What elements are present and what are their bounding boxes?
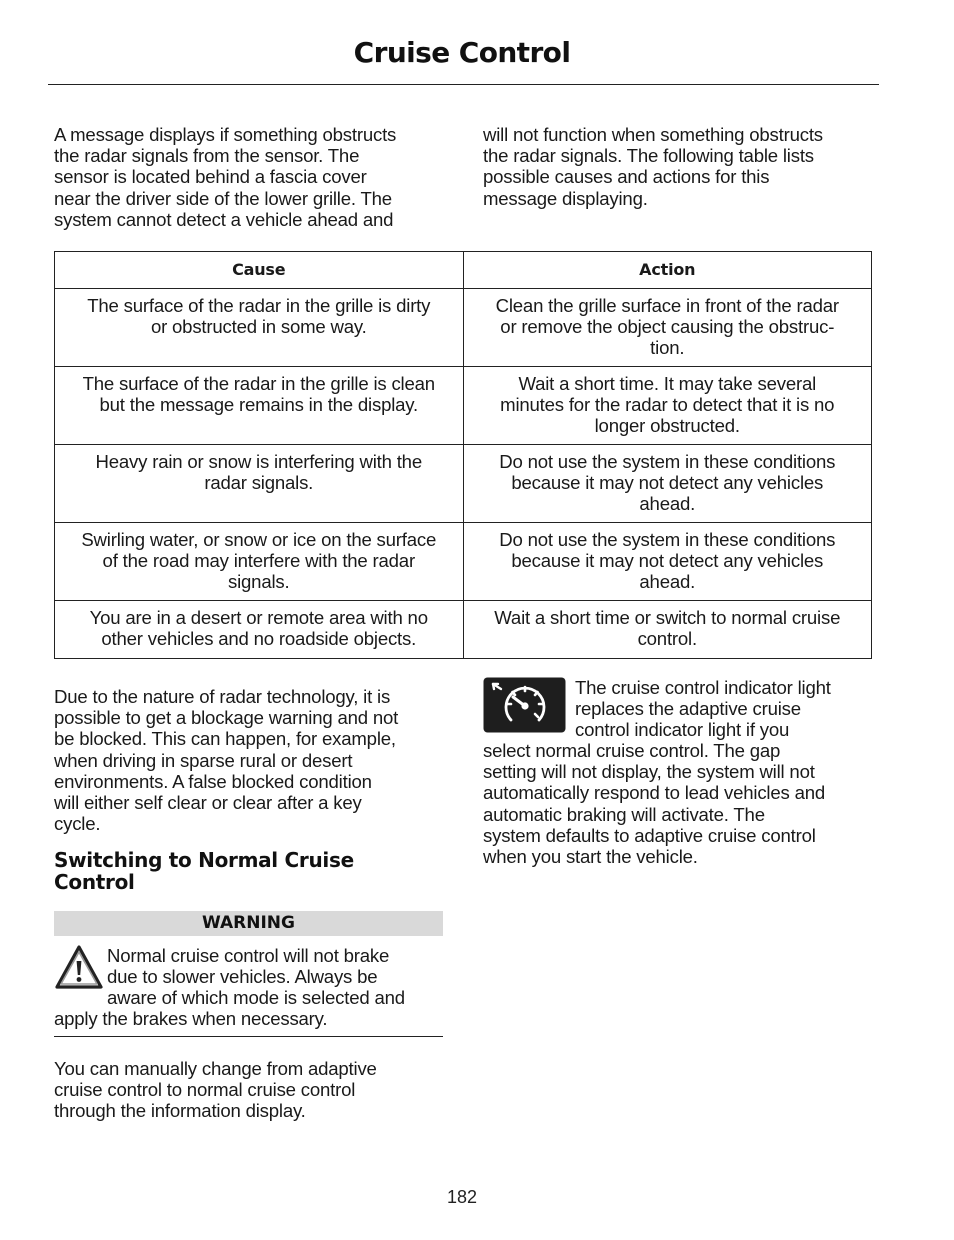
text-line: due to slower vehicles. Always be — [107, 966, 378, 988]
text-line: control indicator light if you — [575, 719, 790, 741]
page-number: 182 — [446, 1187, 478, 1207]
manual-change-paragraph — [54, 1058, 454, 1122]
radar-technology-paragraph — [54, 686, 454, 834]
text-line: of the road may interfere with the radar — [102, 550, 415, 572]
text-line: cruise control to normal cruise control — [54, 1079, 356, 1101]
text-line: The surface of the radar in the grille is dirty — [87, 295, 431, 316]
text-line: Wait a short time. It may take several — [518, 373, 817, 394]
page-title: Cruise Control — [353, 36, 571, 69]
text-line: minutes for the radar to detect that it is no — [500, 394, 835, 416]
text-line: will either self clear or clear after a key — [54, 792, 362, 814]
text-line: radar signals. — [204, 472, 314, 494]
text-line: system cannot detect a vehicle ahead and — [54, 208, 394, 230]
text-line: or remove the object causing the obstruc- — [500, 316, 835, 338]
text-line: aware of which mode is selected and — [107, 987, 405, 1009]
text-line: control. — [637, 628, 697, 650]
action-column-header: Action — [463, 252, 872, 289]
text-line: Do not use the system in these conditions — [499, 529, 836, 550]
text-line: select normal cruise control. The gap — [483, 740, 781, 761]
text-line: will not function when something obstructs — [483, 124, 823, 145]
text-line: other vehicles and no roadside objects. — [101, 628, 417, 650]
cause-cell — [55, 445, 464, 523]
warning-text-beside-icon — [107, 945, 447, 1009]
text-line: message displaying. — [483, 187, 648, 209]
indicator-text-below-icon — [483, 740, 883, 867]
text-line: The surface of the radar in the grille is clean — [82, 373, 435, 394]
text-line: ahead. — [639, 571, 696, 593]
text-line: You are in a desert or remote area with no — [89, 607, 428, 628]
table-row — [55, 367, 872, 445]
warning-triangle-icon — [54, 944, 104, 990]
text-line: system defaults to adaptive cruise control — [483, 824, 816, 846]
text-line: longer obstructed. — [594, 415, 740, 437]
text-line: Clean the grille surface in front of the radar — [495, 295, 839, 316]
text-line: cycle. — [54, 813, 101, 835]
table-header-row — [55, 252, 872, 289]
cause-column-header: Cause — [55, 252, 464, 289]
text-line: You can manually change from adaptive — [54, 1058, 377, 1079]
text-line: setting will not display, the system will not — [483, 761, 815, 783]
action-cell — [463, 445, 872, 523]
table-row — [55, 289, 872, 367]
text-line: the radar signals. The following table lists — [483, 145, 814, 167]
text-line: be blocked. This can happen, for example, — [54, 728, 396, 750]
cause-cell — [55, 601, 464, 659]
indicator-text-beside-icon — [575, 677, 885, 741]
text-line: through the information display. — [54, 1100, 306, 1122]
action-cell — [463, 523, 872, 601]
warning-banner: WARNING — [54, 911, 443, 936]
warning-divider — [54, 1036, 443, 1037]
text-line: Due to the nature of radar technology, it is — [54, 686, 391, 707]
text-line: or obstructed in some way. — [150, 316, 367, 338]
cause-cell — [55, 367, 464, 445]
text-line: Heavy rain or snow is interfering with the — [95, 451, 422, 472]
text-line: environments. A false blocked condition — [54, 770, 372, 792]
text-line: Swirling water, or snow or ice on the surface — [81, 529, 437, 550]
text-line: apply the brakes when necessary. — [54, 1008, 328, 1029]
text-line: because it may not detect any vehicles — [511, 550, 824, 572]
text-line: but the message remains in the display. — [99, 394, 418, 416]
text-line: tion. — [650, 337, 685, 359]
text-line: The cruise control indicator light — [575, 677, 831, 698]
text-line: automatic braking will activate. The — [483, 803, 765, 825]
action-cell — [463, 289, 872, 367]
text-line: Normal cruise control will not brake — [107, 945, 390, 966]
text-line: Do not use the system in these conditions — [499, 451, 836, 472]
warning-text-continued — [54, 1008, 454, 1029]
text-line: the radar signals from the sensor. The — [54, 145, 360, 167]
heading-line: Switching to Normal Cruise — [54, 848, 354, 872]
text-line: A message displays if something obstructs — [54, 124, 397, 145]
text-line: signals. — [228, 571, 290, 593]
heading-line: Control — [54, 869, 135, 894]
causes-actions-table — [54, 251, 872, 659]
section-heading — [54, 850, 434, 893]
title-divider — [48, 84, 879, 85]
text-line: Wait a short time or switch to normal cruise — [494, 607, 841, 628]
text-line: when driving in sparse rural or desert — [54, 749, 353, 771]
intro-right-paragraph — [483, 124, 883, 209]
cruise-control-indicator-icon — [483, 677, 566, 733]
text-line: near the driver side of the lower grille. The — [54, 187, 392, 209]
table-row — [55, 445, 872, 523]
text-line: ahead. — [639, 493, 696, 515]
cause-cell — [55, 523, 464, 601]
text-line: when you start the vehicle. — [483, 846, 698, 868]
text-line: because it may not detect any vehicles — [511, 472, 824, 494]
cause-cell — [55, 289, 464, 367]
intro-left-paragraph — [54, 124, 454, 230]
action-cell — [463, 601, 872, 659]
table-row — [55, 523, 872, 601]
text-line: automatically respond to lead vehicles and — [483, 782, 825, 804]
table-row — [55, 601, 872, 659]
text-line: possible causes and actions for this — [483, 166, 770, 188]
text-line: possible to get a blockage warning and not — [54, 707, 399, 729]
text-line: replaces the adaptive cruise — [575, 698, 801, 720]
text-line: sensor is located behind a fascia cover — [54, 166, 367, 188]
action-cell — [463, 367, 872, 445]
